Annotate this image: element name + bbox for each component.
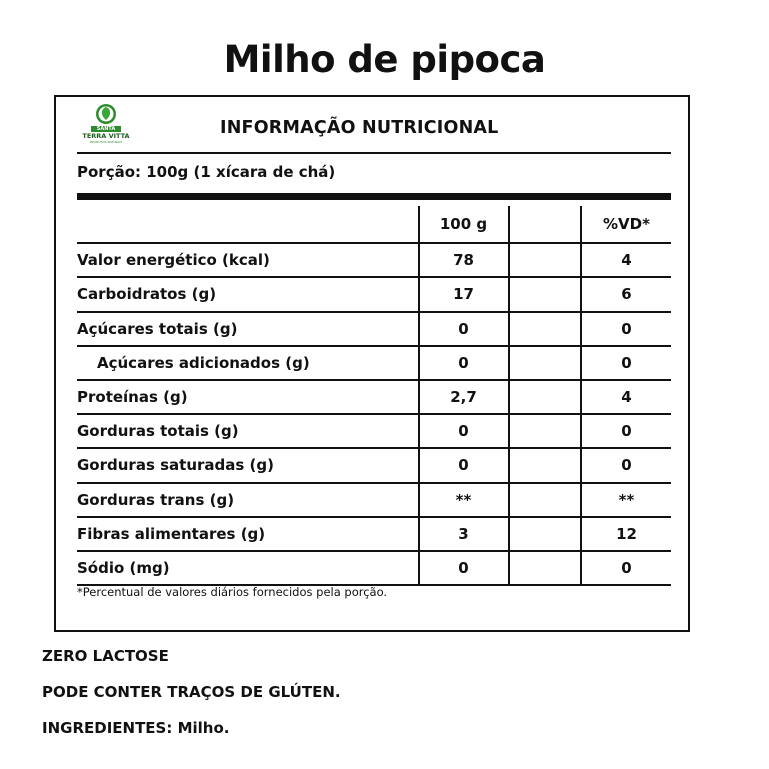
heading-rule [77, 152, 671, 154]
nutrient-label: Proteínas (g) [77, 388, 188, 406]
nutrient-amount: 2,7 [450, 388, 477, 406]
nutrient-label: Gorduras saturadas (g) [77, 456, 274, 475]
nutrient-label: Valor energético (kcal) [77, 251, 270, 270]
brand-line2: TERRA VITTA [82, 132, 130, 140]
row-rule [77, 482, 671, 484]
row-rule [77, 516, 671, 518]
panel-heading: INFORMAÇÃO NUTRICIONAL [220, 118, 499, 138]
brand-logo [80, 103, 132, 145]
nutrient-amount: 0 [458, 422, 469, 441]
nutrient-dv: 0 [621, 456, 632, 475]
product-title: Milho de pipoca [223, 38, 546, 81]
nutrient-amount: 78 [453, 251, 474, 270]
nutrient-dv: 4 [621, 388, 632, 406]
brand-tagline: PRODUTOS NATURAIS [89, 140, 123, 144]
nutrient-amount: ** [455, 490, 472, 509]
column-header-amount: 100 g [439, 215, 488, 233]
nutrient-label: Sódio (mg) [77, 559, 170, 577]
footnote: *Percentual de valores diários fornecidos pela porção. [77, 585, 388, 599]
nutrient-dv: 12 [616, 524, 637, 543]
nutrient-dv: 0 [621, 319, 632, 338]
column-header-dv: %VD* [603, 215, 650, 233]
row-rule [77, 311, 671, 313]
nutrient-label: Gorduras totais (g) [77, 422, 239, 441]
note-lactose: ZERO LACTOSE [42, 647, 169, 665]
nutrient-dv: 0 [621, 422, 632, 441]
row-rule [77, 242, 671, 244]
nutrient-label: Açúcares adicionados (g) [97, 353, 310, 372]
nutrient-amount: 0 [458, 559, 469, 577]
row-rule [77, 447, 671, 449]
nutrient-dv: 0 [621, 559, 632, 577]
nutrient-label: Gorduras trans (g) [77, 490, 235, 509]
nutrient-dv: 6 [621, 285, 632, 304]
nutrient-amount: 17 [453, 285, 474, 304]
nutrient-amount: 0 [458, 456, 469, 475]
brand-line1: SANTA [96, 126, 116, 132]
row-rule [77, 276, 671, 278]
nutrient-label: Carboidratos (g) [77, 285, 217, 304]
nutrient-label: Fibras alimentares (g) [77, 524, 266, 543]
row-rule [77, 413, 671, 415]
thick-rule [77, 193, 671, 200]
nutrient-dv: 4 [621, 251, 632, 270]
row-rule [77, 345, 671, 347]
nutrient-amount: 0 [458, 353, 469, 372]
note-gluten: PODE CONTER TRAÇOS DE GLÚTEN. [42, 683, 341, 701]
nutrient-amount: 0 [458, 319, 469, 338]
nutrition-facts-panel [54, 95, 690, 632]
nutrient-label: Açúcares totais (g) [77, 319, 238, 338]
nutrient-dv: ** [618, 490, 635, 509]
nutrient-dv: 0 [621, 353, 632, 372]
row-rule [77, 379, 671, 381]
row-rule [77, 550, 671, 552]
column-divider [508, 206, 510, 586]
nutrient-amount: 3 [458, 524, 469, 543]
portion-size: Porção: 100g (1 xícara de chá) [77, 163, 336, 181]
note-ingredients: INGREDIENTES: Milho. [42, 719, 230, 737]
